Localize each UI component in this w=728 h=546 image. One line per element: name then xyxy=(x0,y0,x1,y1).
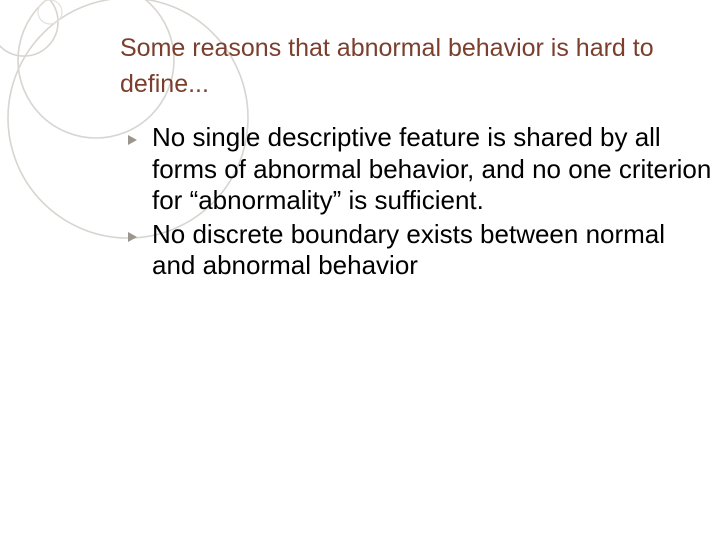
bullet-item xyxy=(120,122,715,217)
slide-title: Some reasons that abnormal behavior is hard to define... xyxy=(120,34,654,98)
bullet-item xyxy=(120,219,715,282)
bullet-text: No single descriptive feature is shared by all forms of abnormal behavior, and no one criterion for “abnormality” is sufficient. xyxy=(152,122,712,215)
triangle-bullet-icon xyxy=(128,232,137,242)
bullet-text: No discrete boundary exists between normal and abnormal behavior xyxy=(152,218,666,280)
bullet-list xyxy=(120,122,715,284)
triangle-bullet-icon xyxy=(128,135,137,145)
